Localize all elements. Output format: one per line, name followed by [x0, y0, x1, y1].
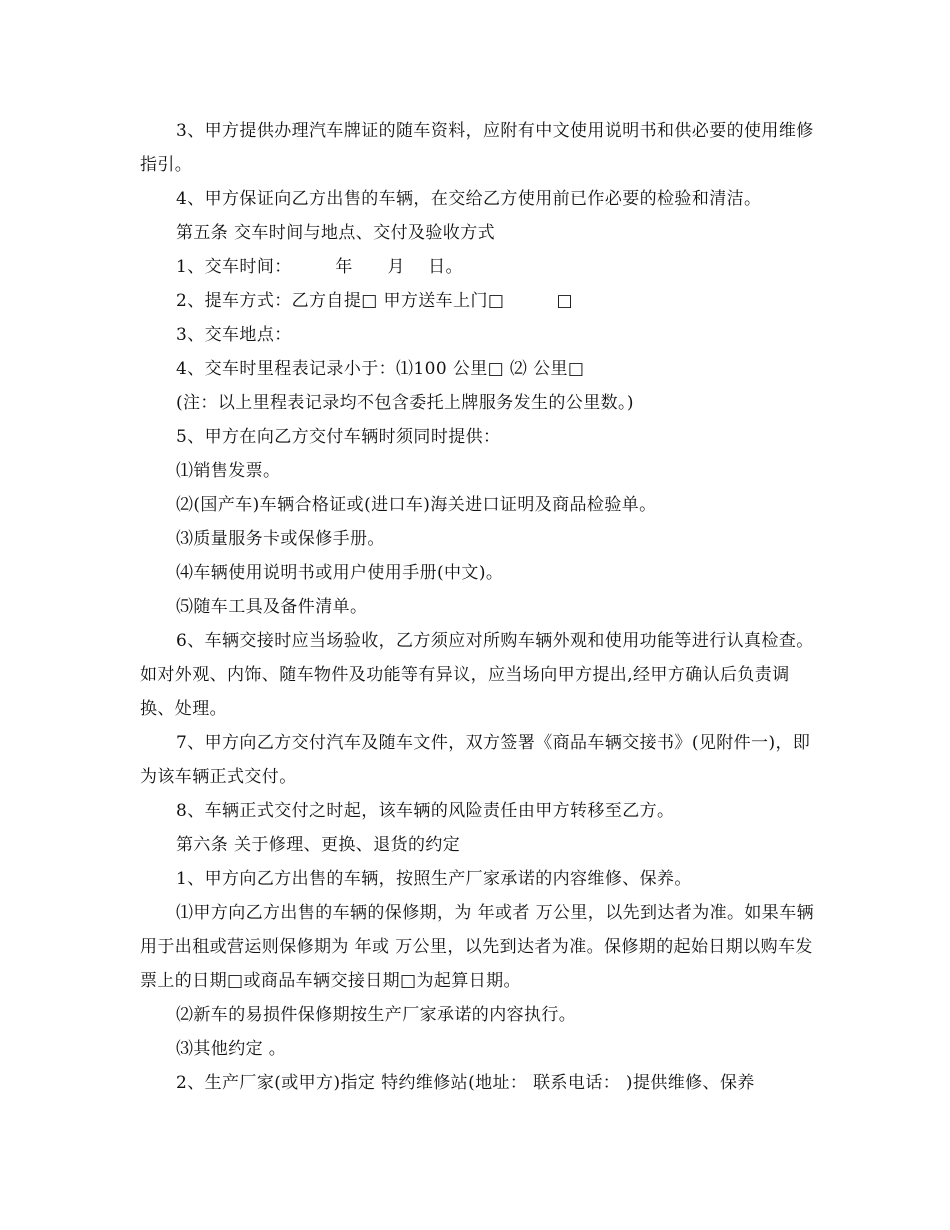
paragraph-delivery-location: 3、交车地点：	[176, 325, 292, 345]
list-item-invoice: ⑴销售发票。	[176, 461, 281, 481]
section-heading-article-5: 第五条 交车时间与地点、交付及验收方式	[176, 223, 496, 243]
list-item-warranty-card: ⑶质量服务卡或保修手册。	[176, 529, 385, 549]
paragraph-required-documents: 5、甲方在向乙方交付车辆时须同时提供：	[176, 427, 501, 447]
paragraph-odometer: 4、交车时里程表记录小于：⑴100 公里□ ⑵ 公里□	[176, 359, 585, 379]
paragraph-inspection: 6、车辆交接时应当场验收，乙方须应对所购车辆外观和使用功能等进行认真检查。如对外观、内饰、随车物件及功能等有异议，应当场向甲方提出,经甲方确认后负责调换、处理。	[140, 631, 814, 719]
section-heading-article-6: 第六条 关于修理、更换、退货的约定	[176, 835, 461, 855]
list-item-manual: ⑷车辆使用说明书或用户使用手册(中文)。	[176, 563, 504, 583]
paragraph-pickup-method: 2、提车方式：乙方自提□ 甲方送车上门□ □	[176, 291, 574, 311]
list-item-certificate: ⑵(国产车)车辆合格证或(进口车)海关进口证明及商品检验单。	[176, 495, 657, 515]
paragraph-handover: 7、甲方向乙方交付汽车及随车文件，双方签署《商品车辆交接书》(见附件一)，即为该车辆正式交付。	[140, 733, 811, 787]
paragraph-clause-4: 4、甲方保证向乙方出售的车辆，在交给乙方使用前已作必要的检验和清洁。	[176, 189, 762, 209]
paragraph-odometer-note: (注：以上里程表记录均不包含委托上牌服务发生的公里数。)	[176, 393, 634, 413]
paragraph-other-terms: ⑶其他约定 。	[176, 1039, 287, 1059]
paragraph-delivery-time: 1、交车时间： 年 月 日。	[176, 257, 463, 277]
paragraph-wear-parts: ⑵新车的易损件保修期按生产厂家承诺的内容执行。	[176, 1005, 577, 1025]
document-body	[140, 114, 820, 1100]
paragraph-clause-3: 3、甲方提供办理汽车牌证的随车资料，应附有中文使用说明书和供必要的使用维修指引。	[140, 121, 814, 175]
paragraph-maintenance: 1、甲方向乙方出售的车辆，按照生产厂家承诺的内容维修、保养。	[176, 869, 692, 889]
paragraph-service-station: 2、生产厂家(或甲方)指定 特约维修站(地址： 联系电话： )提供维修、保养	[176, 1073, 755, 1093]
paragraph-warranty-period: ⑴甲方向乙方出售的车辆的保修期，为 年或者 万公里，以先到达者为准。如果车辆用于出租或营运则保修期为 年或 万公里，以先到达者为准。保修期的起始日期以购车发票上的日期□或商品车辆交接日期□为起算日期。	[140, 903, 815, 991]
paragraph-risk-transfer: 8、车辆正式交付之时起，该车辆的风险责任由甲方转移至乙方。	[176, 801, 675, 821]
list-item-tools: ⑸随车工具及备件清单。	[176, 597, 368, 617]
